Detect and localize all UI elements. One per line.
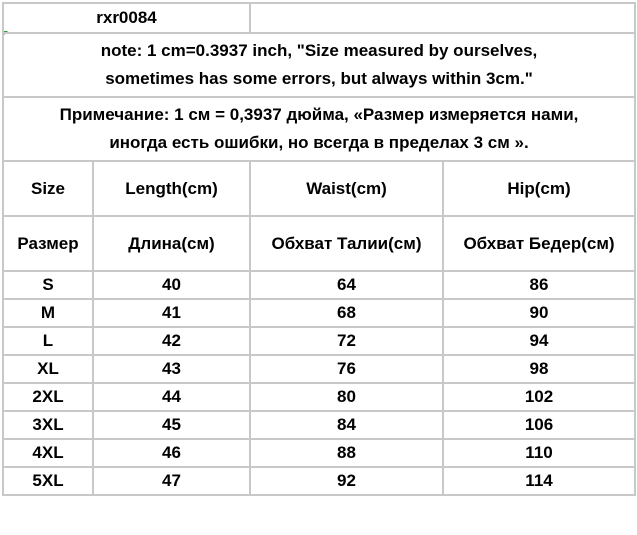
hip-cell: 106 xyxy=(443,411,635,439)
table-row xyxy=(3,299,635,327)
length-cell: 44 xyxy=(93,383,250,411)
table-row xyxy=(3,411,635,439)
waist-cell: 64 xyxy=(250,271,443,299)
table-row xyxy=(3,327,635,355)
length-cell: 47 xyxy=(93,467,250,495)
header-size: Size xyxy=(3,161,93,216)
length-cell: 45 xyxy=(93,411,250,439)
waist-cell: 92 xyxy=(250,467,443,495)
hip-cell: 98 xyxy=(443,355,635,383)
header-waist-ru: Обхват Талии(см) xyxy=(250,216,443,271)
note-en-row xyxy=(3,33,635,97)
header-size-ru: Размер xyxy=(3,216,93,271)
hip-cell: 102 xyxy=(443,383,635,411)
size-cell: 2XL xyxy=(3,383,93,411)
hip-cell: 94 xyxy=(443,327,635,355)
header-hip-ru: Обхват Бедер(см) xyxy=(443,216,635,271)
header-length: Length(cm) xyxy=(93,161,250,216)
length-cell: 43 xyxy=(93,355,250,383)
empty-cell xyxy=(250,3,635,33)
table-row xyxy=(3,355,635,383)
waist-cell: 68 xyxy=(250,299,443,327)
length-cell: 46 xyxy=(93,439,250,467)
waist-cell: 80 xyxy=(250,383,443,411)
header-ru-row xyxy=(3,216,635,271)
table-row xyxy=(3,439,635,467)
size-cell: S xyxy=(3,271,93,299)
waist-cell: 88 xyxy=(250,439,443,467)
product-code-row xyxy=(3,3,635,33)
size-cell: L xyxy=(3,327,93,355)
header-en-row xyxy=(3,161,635,216)
size-cell: 5XL xyxy=(3,467,93,495)
size-cell: 3XL xyxy=(3,411,93,439)
header-hip: Hip(cm) xyxy=(443,161,635,216)
table-row xyxy=(3,467,635,495)
note-ru-line-1: Примечание: 1 см = 0,3937 дюйма, «Размер измеряется нами, xyxy=(59,105,579,124)
note-ru-cell xyxy=(3,97,635,161)
size-cell: XL xyxy=(3,355,93,383)
size-cell: M xyxy=(3,299,93,327)
waist-cell: 84 xyxy=(250,411,443,439)
table-row xyxy=(3,271,635,299)
size-chart-table xyxy=(2,2,636,496)
size-cell: 4XL xyxy=(3,439,93,467)
length-cell: 41 xyxy=(93,299,250,327)
waist-cell: 76 xyxy=(250,355,443,383)
hip-cell: 114 xyxy=(443,467,635,495)
note-ru-row xyxy=(3,97,635,161)
note-ru-line-2: иногда есть ошибки, но всегда в пределах 3 см ». xyxy=(109,133,529,152)
note-en-line-1: note: 1 cm=0.3937 inch, "Size measured by ourselves, xyxy=(100,41,538,60)
table-row xyxy=(3,383,635,411)
length-cell: 42 xyxy=(93,327,250,355)
hip-cell: 110 xyxy=(443,439,635,467)
note-en-cell xyxy=(3,33,635,97)
length-cell: 40 xyxy=(93,271,250,299)
header-waist: Waist(cm) xyxy=(250,161,443,216)
waist-cell: 72 xyxy=(250,327,443,355)
hip-cell: 86 xyxy=(443,271,635,299)
header-length-ru: Длина(см) xyxy=(93,216,250,271)
product-code-cell: rxr0084 xyxy=(3,3,250,33)
note-en-line-2: sometimes has some errors, but always within 3cm." xyxy=(105,69,533,88)
hip-cell: 90 xyxy=(443,299,635,327)
